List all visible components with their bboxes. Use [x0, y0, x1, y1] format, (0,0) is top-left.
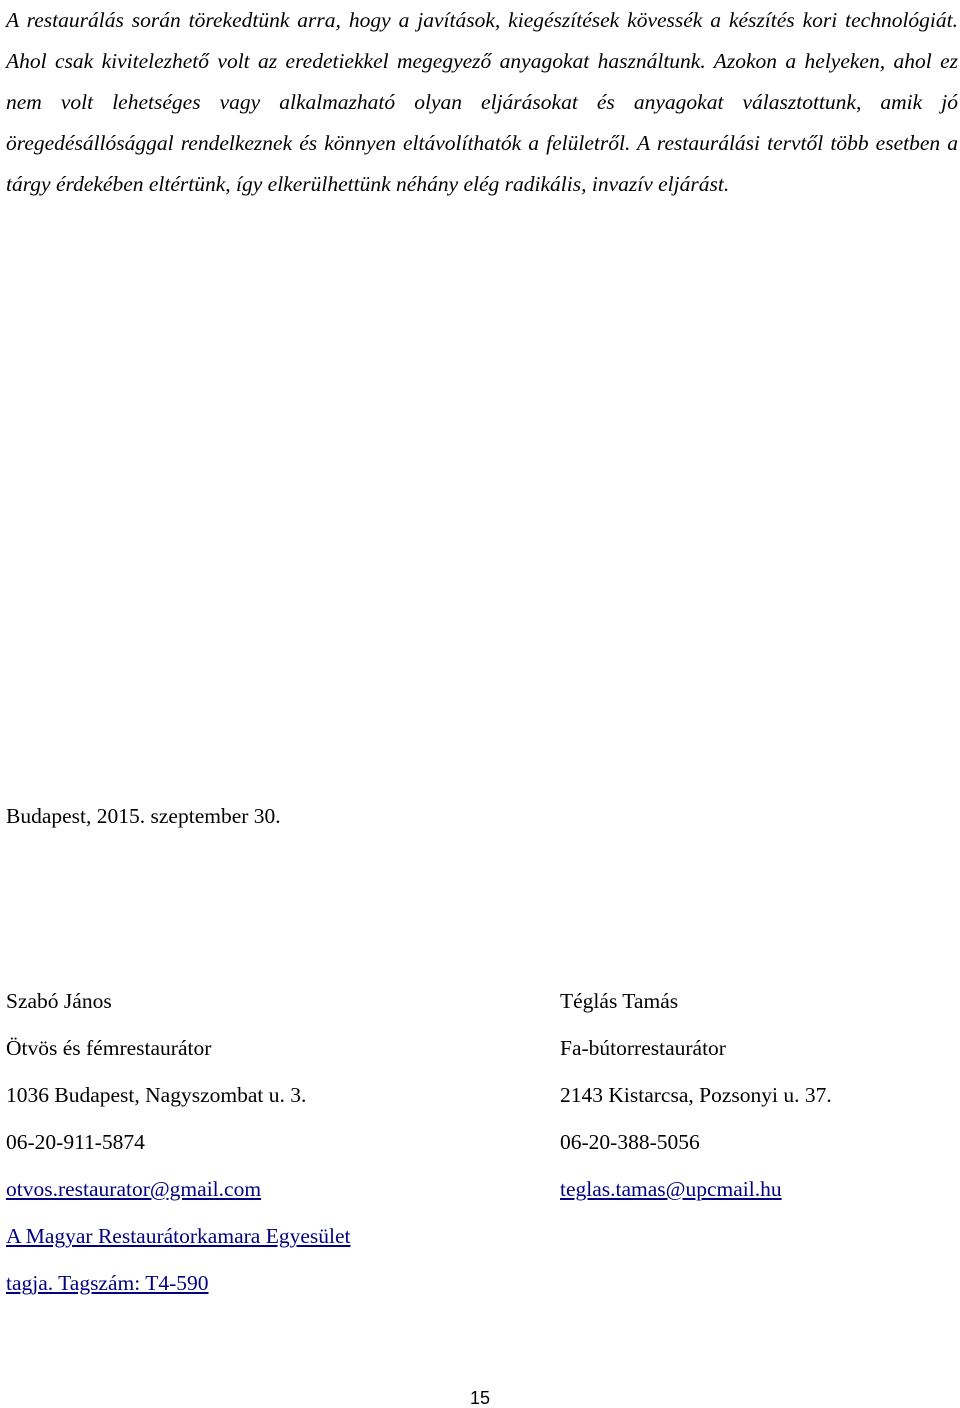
paragraph-text-part-1: A restaurálás során törekedtünk arra, hogy a javítások, kiegészítések kövessék a készítés kori technológiát. Ahol csak kivitelezhető volt az eredetiekkel megegyező anyagokat használtunk. — [6, 8, 958, 73]
signatory-phone: 06-20-911-5874 — [6, 1130, 145, 1154]
membership-link-line-2[interactable]: tagja. Tagszám: T4-590 — [6, 1271, 209, 1295]
signatory-title: Ötvös és fémrestaurátor — [6, 1036, 212, 1060]
signatory-phone: 06-20-388-5056 — [560, 1130, 700, 1154]
signatory-address: 2143 Kistarcsa, Pozsonyi u. 37. — [560, 1083, 832, 1107]
signatory-title: Fa-bútorrestaurátor — [560, 1036, 726, 1060]
membership-link-line-1[interactable]: A Magyar Restaurátorkamara Egyesület — [6, 1224, 351, 1248]
signatory-name: Téglás Tamás — [560, 989, 679, 1013]
signatory-email-link[interactable]: teglas.tamas@upcmail.hu — [560, 1177, 782, 1201]
paragraph-text-part-2: Azokon a helyeken, ahol ez nem volt lehetséges vagy alkalmazható olyan eljárásokat és anyagokat választottunk, amik jó öregedésállósággal rendelkeznek és könnyen eltávolíthatók a felületről. A restaurálási tervtől több esetben a tárgy érdekében eltértünk, így elkerülhettünk néhány elég radikális, invazív eljárást. — [6, 49, 958, 196]
page-number: 15 — [469, 1388, 491, 1408]
signatory-name: Szabó János — [6, 989, 112, 1013]
body-paragraph — [6, 0, 958, 205]
place-and-date: Budapest, 2015. szeptember 30. — [6, 804, 281, 828]
signature-block-right — [560, 987, 958, 1222]
signatory-address: 1036 Budapest, Nagyszombat u. 3. — [6, 1083, 307, 1107]
signatory-email-link[interactable]: otvos.restaurator@gmail.com — [6, 1177, 262, 1201]
signature-block-left — [6, 987, 526, 1316]
